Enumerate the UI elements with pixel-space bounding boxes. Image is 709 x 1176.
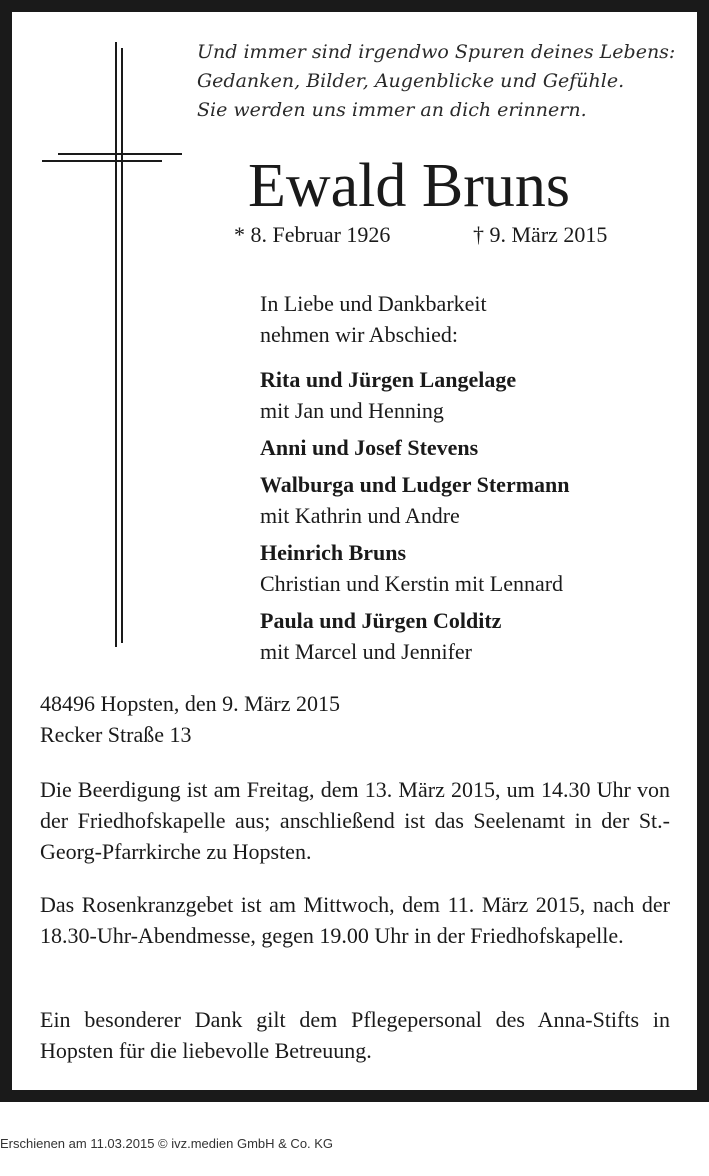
intro-line: nehmen wir Abschied: — [260, 322, 458, 347]
mourner-group — [260, 364, 680, 426]
birth-date: * 8. Februar 1926 — [234, 222, 391, 247]
mourner-group — [260, 537, 680, 599]
mourner-names: Walburga und Ludger Stermann — [260, 472, 570, 497]
quote-line: Und immer sind irgendwo Spuren deines Lebens: — [197, 41, 676, 63]
memorial-quote — [197, 38, 677, 125]
mourner-group — [260, 432, 680, 463]
mourner-names: Anni und Josef Stevens — [260, 435, 479, 460]
address-block — [40, 688, 670, 750]
mourner-group — [260, 469, 680, 531]
mourners-list — [260, 364, 680, 667]
address-line: 48496 Hopsten, den 9. März 2015 — [40, 691, 341, 716]
farewell-block — [260, 288, 680, 673]
mourner-children: mit Kathrin und Andre — [260, 503, 460, 528]
obituary-card — [12, 12, 697, 1090]
death-date: † 9. März 2015 — [473, 222, 608, 247]
thanks-note: Ein besonderer Dank gilt dem Pflegepersonal des Anna-Stifts in Hopsten für die liebevolle Betreuung. — [40, 1007, 670, 1063]
mourner-children: mit Marcel und Jennifer — [260, 639, 472, 664]
deceased-name: Ewald Bruns — [248, 152, 571, 220]
mourner-names: Rita und Jürgen Langelage — [260, 367, 517, 392]
funeral-info: Die Beerdigung ist am Freitag, dem 13. März 2015, um 14.30 Uhr von der Friedhofskapelle aus; anschließend ist das Seelenamt in der St.-Georg-Pfarrkirche zu Hopsten. — [40, 777, 670, 864]
address-line: Recker Straße 13 — [40, 722, 192, 747]
rosary-info: Das Rosenkranzgebet ist am Mittwoch, dem 11. März 2015, nach der 18.30-Uhr-Abendmesse, gegen 19.00 Uhr in der Friedhofskapelle. — [40, 892, 670, 948]
mourner-group — [260, 605, 680, 667]
mourner-names: Paula und Jürgen Colditz — [260, 608, 502, 633]
farewell-intro — [260, 288, 680, 350]
cross-icon — [42, 42, 184, 647]
life-dates — [234, 222, 654, 252]
quote-line: Gedanken, Bilder, Augenblicke und Gefühle. — [197, 70, 625, 92]
mourner-children: Christian und Kerstin mit Lennard — [260, 571, 564, 596]
publication-footer: Erschienen am 11.03.2015 © ivz.medien GmbH & Co. KG — [0, 1136, 334, 1151]
mourner-names: Heinrich Bruns — [260, 540, 407, 565]
mourner-children: mit Jan und Henning — [260, 398, 444, 423]
intro-line: In Liebe und Dankbarkeit — [260, 291, 487, 316]
quote-line: Sie werden uns immer an dich erinnern. — [197, 99, 587, 121]
